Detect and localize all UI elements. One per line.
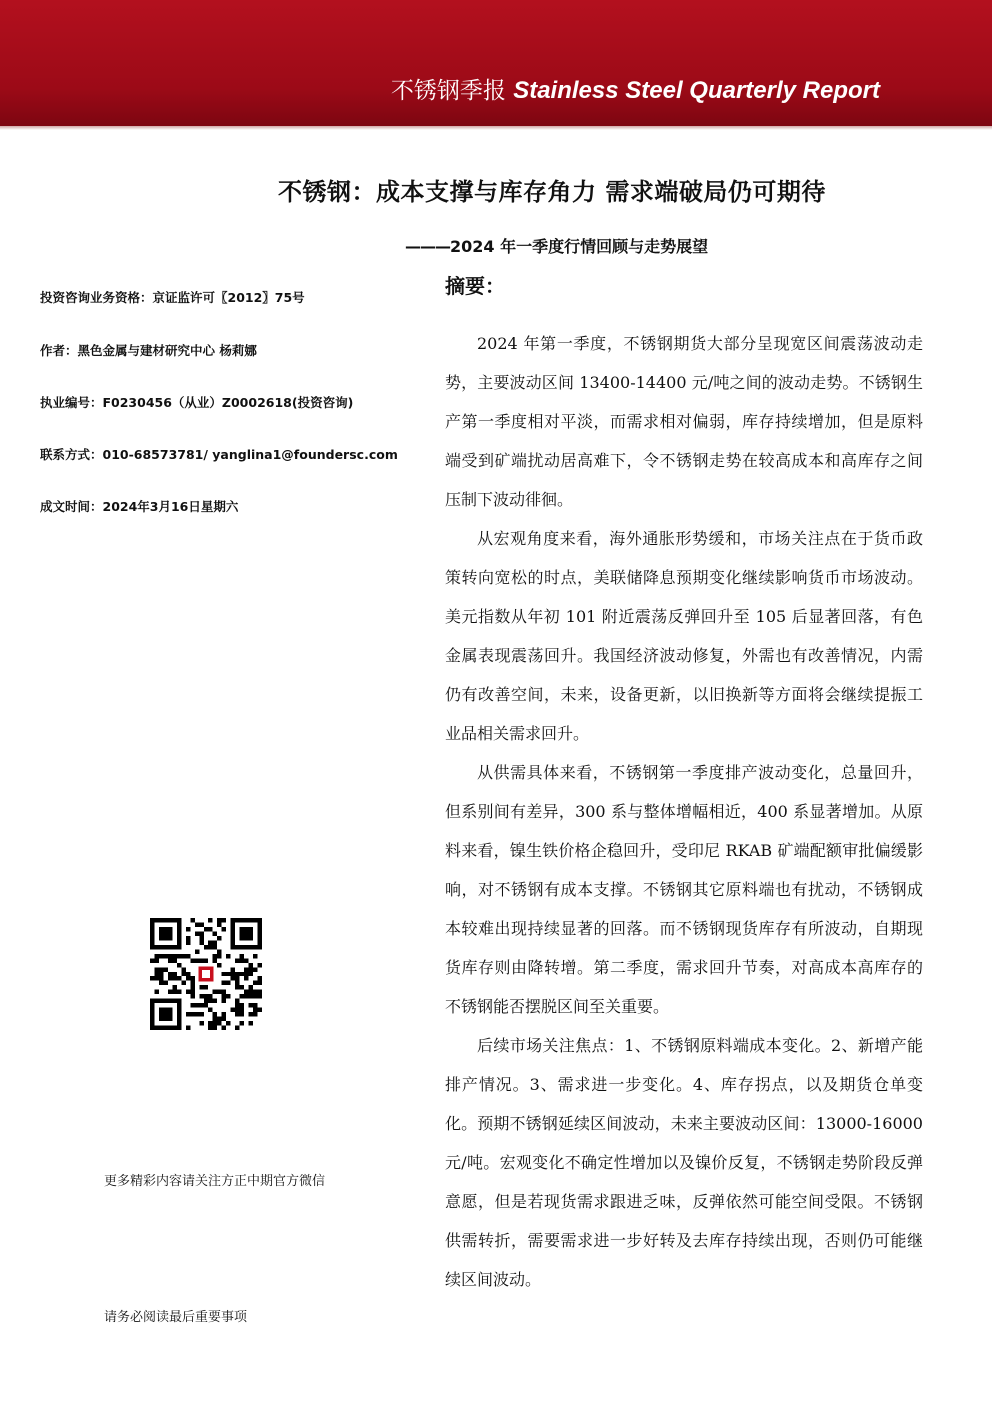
subtitle-text: 2024 年一季度行情回顾与走势展望 — [450, 237, 709, 256]
meta-author: 作者：黑色金属与建材研究中心 杨莉娜 — [40, 343, 257, 358]
header-title — [391, 72, 880, 105]
report-title: 不锈钢：成本支撑与库存角力 需求端破局仍可期待 — [278, 178, 826, 206]
abstract-paragraph: 从宏观角度来看，海外通胀形势缓和，市场关注点在于货币政策转向宽松的时点，美联储降息预期变化继续影响货币市场波动。美元指数从年初 101 附近震荡反弹回升至 105 后显著回落，有色金属表现震荡回升。我国经济波动修复，外需也有改善情况，内需仍有改善空间，未来，设备更新，以旧换新等方面将会继续提振工业品相关需求回升。 — [445, 529, 923, 743]
subtitle-dash: ——— — [405, 237, 450, 256]
abstract-paragraph: 从供需具体来看，不锈钢第一季度排产波动变化，总量回升，但系别间有差异，300 系与整体增幅相近，400 系显著增加。从原料来看，镍生铁价格企稳回升，受印尼 RKAB 矿端配额审批偏缓影响，对不锈钢有成本支撑。不锈钢其它原料端也有扰动，不锈钢成本较难出现持续显著的回落。而不锈钢现货库存有所波动，自期现货库存则由降转增。第二季度，需求回升节奏，对高成本高库存的不锈钢能否摆脱区间至关重要。 — [445, 763, 923, 1016]
meta-qualification: 投资咨询业务资格：京证监许可〖2012〗75号 — [40, 290, 305, 305]
abstract-label: 摘要： — [445, 274, 505, 298]
meta-contact: 联系方式：010-68573781/ yanglina1@foundersc.com — [40, 447, 398, 462]
qr-caption: 更多精彩内容请关注方正中期官方微信 — [104, 1174, 326, 1189]
meta-date: 成文时间：2024年3月16日星期六 — [40, 499, 239, 514]
abstract-paragraph: 2024 年第一季度，不锈钢期货大部分呈现宽区间震荡波动走势，主要波动区间 13400-14400 元/吨之间的波动走势。不锈钢生产第一季度相对平淡，而需求相对偏弱，库存持续增加，但是原料端受到矿端扰动居高难下，令不锈钢走势在较高成本和高库存之间压制下波动徘徊。 — [445, 334, 923, 509]
report-subtitle — [405, 234, 708, 257]
abstract-paragraph: 后续市场关注焦点：1、不锈钢原料端成本变化。2、新增产能排产情况。3、需求进一步变化。4、库存拐点，以及期货仓单变化。预期不锈钢延续区间波动，未来主要波动区间：13000-16000 元/吨。宏观变化不确定性增加以及镍价反复，不锈钢走势阶段反弹意愿，但是若现货需求跟进乏味，反弹依然可能空间受限。不锈钢供需转折，需要需求进一步好转及去库存持续出现，否则仍可能继续区间波动。 — [445, 1036, 923, 1289]
header-title-en: Stainless Steel Quarterly Report — [513, 77, 880, 104]
meta-license: 执业编号：F0230456（从业）Z0002618(投资咨询) — [40, 395, 354, 410]
header-band — [0, 0, 992, 126]
header-title-cn: 不锈钢季报 — [390, 78, 506, 104]
footer-note: 请务必阅读最后重要事项 — [104, 1310, 248, 1325]
abstract-body — [445, 324, 923, 1299]
qr-code-icon — [150, 918, 262, 1030]
